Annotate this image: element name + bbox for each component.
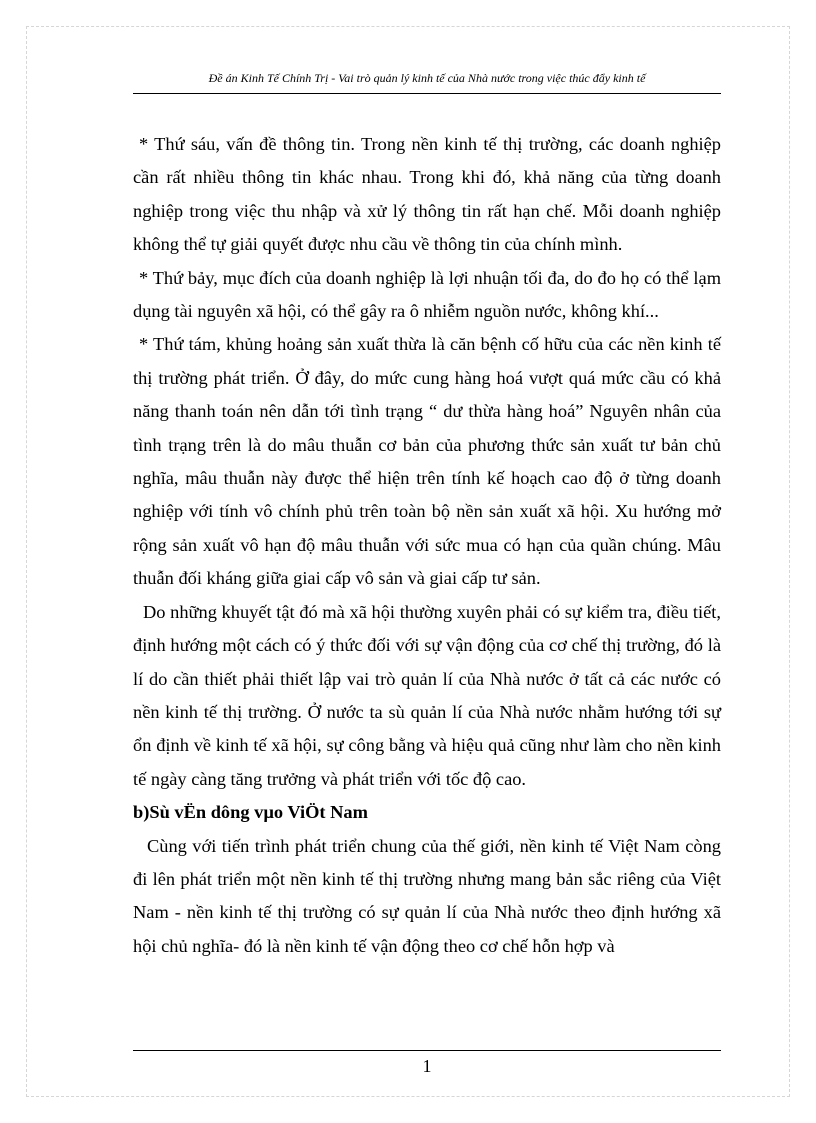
paragraph-thu-bay: * Thứ bảy, mục đích của doanh nghiệp là lợi nhuận tối đa, do đo họ có thể lạm dụng tài nguyên xã hội, có thể gây ra ô nhiễm nguồn nước, không khí...	[133, 267, 721, 322]
paragraph-khuyet-tat: Do những khuyết tật đó mà xã hội thường xuyên phải có sự kiểm tra, điều tiết, định hướng một cách có ý thức đối với sự vận động của cơ chế thị trường, đó là lí do cần thiết phải thiết lập vai trò quản lí của Nhà nước ở tất cả các nước có nền kinh tế thị trường. Ở nước ta sù quản lí của Nhà nước nhằm hướng tới sự ổn định về kinh tế xã hội, sự công bằng và hiệu quả cũng như làm cho nền kinh tế ngày càng tăng trưởng và phát triển với tốc độ cao.	[133, 601, 721, 789]
header-divider	[133, 93, 721, 94]
section-heading-b: b)Sù vËn dông vµo ViÖt Nam	[133, 802, 368, 823]
footer-divider	[133, 1050, 721, 1051]
paragraph-thu-sau: * Thứ sáu, vấn đề thông tin. Trong nền kinh tế thị trường, các doanh nghiệp cần rất nhiều thông tin khác nhau. Trong khi đó, khả năng của từng doanh nghiệp trong việc thu nhập và xử lý thông tin rất hạn chế. Mỗi doanh nghiệp không thể tự giải quyết được nhu cầu về thông tin của chính mình.	[133, 134, 721, 255]
document-body	[133, 128, 721, 963]
paragraph-thu-tam: * Thứ tám, khủng hoảng sản xuất thừa là căn bệnh cố hữu của các nền kinh tế thị trường phát triển. Ở đây, do mức cung hàng hoá vượt quá mức cầu có khả năng thanh toán nên dẫn tới tình trạng “ dư thừa hàng hoá” Nguyên nhân của tình trạng trên là do mâu thuẫn cơ bản của phương thức sản xuất tư bản chủ nghĩa, mâu thuẫn này được thể hiện trên tính kế hoạch cao độ ở từng doanh nghiệp với tính vô chính phủ trên toàn bộ nền sản xuất xã hội. Xu hướng mở rộng sản xuất vô hạn độ mâu thuẫn với sức mua có hạn của quần chúng. Mâu thuẫn đối kháng giữa giai cấp vô sản và giai cấp tư sản.	[133, 334, 721, 589]
page-number: 1	[422, 1056, 432, 1076]
paragraph-viet-nam: Cùng với tiến trình phát triển chung của thế giới, nền kinh tế Việt Nam còng đi lên phát triển một nền kinh tế thị trường nhưng mang bản sắc riêng của Việt Nam - nền kinh tế thị trường có sự quản lí của Nhà nước theo định hướng xã hội chủ nghĩa- đó là nền kinh tế vận động theo cơ chế hỗn hợp và	[133, 835, 721, 956]
running-header: Đề án Kinh Tế Chính Trị - Vai trò quản lý kinh tế của Nhà nước trong việc thúc đẩy kinh tế	[208, 71, 646, 85]
